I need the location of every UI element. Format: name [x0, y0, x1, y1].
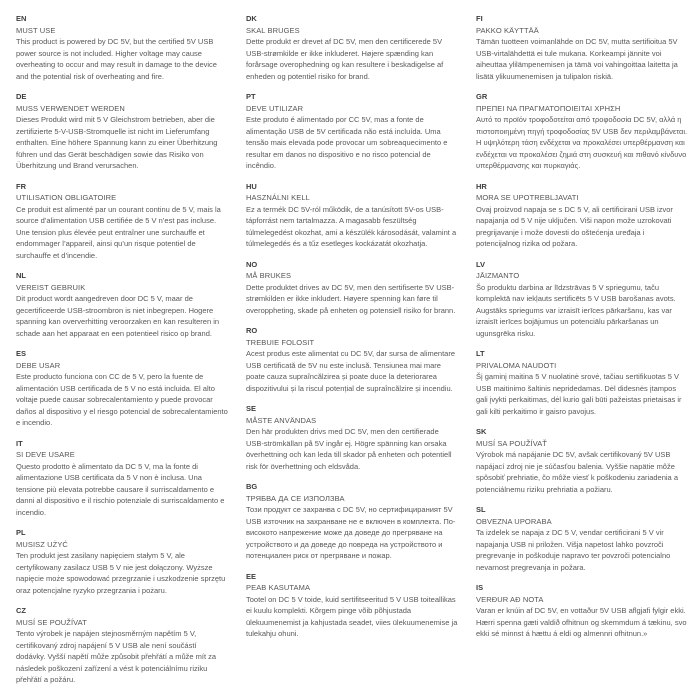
- language-code: PT: [246, 92, 256, 101]
- section-body: Acest produs este alimentat cu DC 5V, dar sursa de alimentare USB certificată de 5V nu este inclusă. Tensiunea mai mare poate cauza supraîncălzirea și poate duce la deteriorarea dispozitivului și la riscul potențial de supraîncălzire și incendiu.: [246, 349, 455, 393]
- language-section: [246, 181, 458, 250]
- section-body: Este produto é alimentado por CC 5V, mas a fonte de alimentação USB de 5V certificada não está incluída. Uma tensão mais elevada pode provocar um sobreaquecimento e resultar em danos no dispositivo e no risco potencial de incêndio.: [246, 115, 448, 170]
- language-code: CZ: [16, 606, 26, 615]
- language-section: [476, 91, 688, 172]
- section-body: Den här produkten drivs med DC 5V, men den certifierade USB-strömkällan på 5V ingår ej. Högre spänning kan orsaka överhettning och kan leda till skador på enheten och potentiell risk för överhettning och eldsvåda.: [246, 427, 452, 471]
- section-title: SKAL BRUGES: [246, 25, 300, 35]
- language-code: ES: [16, 349, 27, 358]
- language-code: HR: [476, 181, 487, 191]
- language-code: FI: [476, 14, 483, 23]
- language-code: GR: [476, 92, 488, 101]
- language-section: [476, 181, 688, 250]
- language-section: [476, 504, 688, 573]
- language-code: LV: [476, 259, 486, 269]
- section-body: Αυτό το προϊόν τροφοδοτείται από τροφοδοσία DC 5V, αλλά η πιστοποιημένη πηγή τροφοδοσίας 5V USB δεν περιλαμβάνεται. Η υψηλότερη τάση ενδέχεται να προκαλέσει υπερθέρμανση και ενδέχεται να προκαλέσει ζημιά στη συσκευή και πιθανό κίνδυνο υπερθέρμανσης και πυρκαγιάς.: [476, 115, 688, 170]
- section-title: MUSÍ SA POUŽÍVAŤ: [476, 438, 548, 448]
- language-code: PL: [16, 528, 26, 537]
- section-title: ТРЯБВА ДА СЕ ИЗПОЛЗВА: [246, 493, 345, 503]
- section-body: Questo prodotto è alimentato da DC 5 V, ma la fonte di alimentazione USB certificata da 5 V non è inclusa. Una tensione più elevata potrebbe causare il surriscaldamento e danni al dispositivo e il rischio potenziale di surriscaldamento e incendio.: [16, 461, 225, 517]
- section-title: DEBE USAR: [16, 360, 61, 370]
- language-code: NL: [16, 271, 26, 280]
- language-code: DK: [246, 14, 257, 23]
- language-section: [246, 13, 458, 82]
- section-title: MÅSTE ANVÄNDAS: [246, 415, 317, 425]
- language-section: [246, 403, 458, 472]
- language-section: [16, 13, 228, 82]
- section-title: VEREIST GEBRUIK: [16, 282, 86, 292]
- language-section: [476, 426, 688, 495]
- language-code: EE: [246, 571, 257, 581]
- section-body: Ez a termék DC 5V-ról működik, de a tanúsított 5V-os USB-tápforrást nem tartalmazza. A magasabb feszültség túlmelegedést okozhat, ami a készülék károsodását, valamint a túlmelegedés és a tűz esetleges kockázatát okozhatja.: [246, 204, 457, 248]
- language-section: [246, 259, 458, 317]
- language-section: [16, 270, 228, 339]
- section-title: SI DEVE USARE: [16, 450, 75, 459]
- language-code: RO: [246, 326, 258, 335]
- section-body: Dieses Produkt wird mit 5 V Gleichstrom betrieben, aber die zertifizierte 5-V-USB-Stromquelle ist nicht im Lieferumfang enthalten. Eine höhere Spannung kann zu einer Überhitzung führen und das Gerät beschädigen sowie das Risiko von Überhitzung und Brand verursachen.: [16, 115, 218, 170]
- section-title: MORA SE UPOTREBLJAVATI: [476, 193, 579, 202]
- section-body: Ten produkt jest zasilany napięciem stałym 5 V, ale certyfikowany zasilacz USB 5 V nie jest dołączony. Wyższe napięcie może spowodować przegrzanie i uszkodzenie sprzętu oraz potencjalne ryzyko przegrzania i pożaru.: [16, 551, 226, 595]
- section-title: HASZNÁLNI KELL: [246, 193, 310, 202]
- language-section: [246, 571, 458, 640]
- section-body: Tämän tuotteen voimanlähde on DC 5V, mutta sertifioitua 5V USB-virtalähdettä ei tule mukana. Korkeampi jännite voi aiheuttaa ylilämpenemisen ja tämä voi vahingoittaa laitetta ja lisätä ylikuumenemisen ja tulipalon riskiä.: [476, 37, 678, 81]
- section-title: MUSÍ SE POUŽÍVAT: [16, 617, 87, 627]
- section-title: VERÐUR AÐ NOTA: [476, 594, 544, 604]
- language-section: [16, 348, 228, 429]
- section-title: ΠΡΕΠΕΙ ΝΑ ΠΡΑΓΜΑΤΟΠΟΙΕΙΤΑΙ ΧΡΗΣΗ: [476, 103, 621, 113]
- column-3: [476, 13, 688, 700]
- language-code: EN: [16, 14, 27, 23]
- language-code: NO: [246, 259, 258, 269]
- language-code: LT: [476, 349, 485, 358]
- section-title: TREBUIE FOLOSIT: [246, 337, 315, 347]
- language-code: SL: [476, 505, 486, 514]
- language-section: [476, 13, 688, 82]
- language-code: SE: [246, 404, 257, 413]
- section-title: MUST USE: [16, 25, 56, 35]
- section-body: This product is powered by DC 5V, but the certified 5V USB power source is not included. Higher voltage may cause overheating to occur and may result in damage to the device and the potential risk of overheating and fire.: [16, 37, 217, 81]
- section-title: JĀIZMANTO: [476, 271, 520, 280]
- section-title: PEAB KASUTAMA: [246, 583, 311, 592]
- language-code: SK: [476, 427, 487, 436]
- language-section: [476, 348, 688, 417]
- language-section: [246, 91, 458, 172]
- section-body: Този продукт се захранва с DC 5V, но сертифицираният 5V USB източник на захранване не е включен в комплекта. По-високото напрежение може да доведе до прегряване на устройството и да доведе до повреда на устройството и потенциален риск от прегряване и пожар.: [246, 505, 456, 560]
- section-body: Výrobok má napájanie DC 5V, avšak certifikovaný 5V USB napájací zdroj nie je súčasťou balenia. Vyššie napätie môže spôsobiť prehriatie, čo môže viesť k poškodeniu zariadenia a potenciálnemu riziku prehriatia a požiaru.: [476, 450, 678, 494]
- section-body: Šo produktu darbina ar līdzstrāvas 5 V spriegumu, taču komplektā nav iekļauts sertificēts 5 V USB barošanas avots. Augstāks spriegums var izraisīt ierīces pārkaršanu, kas var izraisīt ierīces bojājumus un potenciālu pārkaršanas un ugunsgrēka risku.: [476, 282, 676, 338]
- section-title: MUSISZ UŻYĆ: [16, 539, 68, 549]
- language-code: DE: [16, 92, 27, 101]
- section-body: Ce produit est alimenté par un courant continu de 5 V, mais la source d’alimentation USB certifiée de 5 V n’est pas incluse. Une tension plus élevée peut entraîner une surchauffe et endommager l’appareil, ainsi qu’un risque potentiel de surchauffe et d’incendie.: [16, 204, 221, 260]
- language-section: [246, 481, 458, 562]
- language-code: IS: [476, 583, 484, 592]
- language-section: [246, 325, 458, 394]
- language-section: [16, 181, 228, 262]
- section-title: OBVEZNA UPORABA: [476, 516, 552, 526]
- section-body: Este producto funciona con CC de 5 V, pero la fuente de alimentación USB certificada de 5 V no está incluida. El alto voltaje puede causar sobrecalentamiento y puede provocar daños al dispositivo y el riesgo potencial de sobrecalentamiento e incendio.: [16, 372, 228, 427]
- section-body: Ovaj proizvod napaja se s DC 5 V, ali certificirani USB izvor napajanja od 5 V nije uključen. Viši napon može uzrokovati pregrijavanje i može dovesti do oštećenja uređaja i potencijalnog rizika od požara.: [476, 204, 673, 248]
- language-section: [16, 91, 228, 172]
- column-1: [16, 13, 228, 700]
- section-title: DEVE UTILIZAR: [246, 103, 304, 113]
- section-body: Dit product wordt aangedreven door DC 5 V, maar de gecertificeerde USB-stroombron is niet inbegrepen. Hogere spanning kan oververhitting veroorzaken en kan resulteren in schade aan het apparaat en een potentieel risico op brand.: [16, 294, 220, 338]
- section-body: Šį gaminį maitina 5 V nuolatinė srovė, tačiau sertifikuotas 5 V USB maitinimo šaltinis nepridedamas. Dėl didesnės įtampos gali įvykti perkaitimas, dėl kurio gali būti pažeistas prietaisas ir gali kilti perkaitimo ir gaisro pavojus.: [476, 372, 682, 416]
- language-code: HU: [246, 181, 257, 191]
- section-body: Dette produktet drives av DC 5V, men den sertifiserte 5V USB-strømkilden er ikke inkludert. Høyere spenning kan føre til overoppheting, skade på enheten og potensiell risiko for brann.: [246, 282, 456, 315]
- section-body: Dette produkt er drevet af DC 5V, men den certificerede 5V USB-strømkilde er ikke inkluderet. Højere spænding kan forårsage overophedning og kan resultere i beskadigelse af enheden og potentiel risiko for brand.: [246, 37, 444, 81]
- section-body: Ta izdelek se napaja z DC 5 V, vendar certificirani 5 V vir napajanja USB ni priložen. Višja napetost lahko povzroči pregrevanje in poškoduje napravo ter povzroči potencialno nevarnost pregrevanja in požara.: [476, 528, 671, 572]
- section-title: MUSS VERWENDET WERDEN: [16, 103, 125, 113]
- language-code: BG: [246, 482, 258, 491]
- section-title: PRIVALOMA NAUDOTI: [476, 360, 557, 370]
- section-title: MÅ BRUKES: [246, 271, 292, 280]
- column-2: [246, 13, 458, 700]
- language-section: [476, 582, 688, 640]
- language-section: [476, 259, 688, 340]
- section-title: UTILISATION OBLIGATOIRE: [16, 193, 117, 202]
- language-section: [16, 605, 228, 686]
- language-code: FR: [16, 181, 26, 191]
- section-body: Tento výrobek je napájen stejnosměrným napětím 5 V, certifikovaný zdroj napájení 5 V USB ale není součástí dodávky. Vyšší napětí může způsobit přehřátí a může mít za následek poškození zařízení a vést k potenciálnímu riziku přehřátí a požáru.: [16, 629, 217, 684]
- section-title: PAKKO KÄYTTÄÄ: [476, 25, 539, 35]
- language-section: [16, 438, 228, 519]
- language-section: [16, 527, 228, 596]
- language-code: IT: [16, 438, 23, 448]
- section-body: Tootel on DC 5 V toide, kuid sertifitseeritud 5 V USB toiteallikas ei kuulu komplekti. Kõrgem pinge võib põhjustada ülekuumenemist ja kahjustada seadet, viies ülekuumenemise ja tulekahju ohuni.: [246, 594, 458, 638]
- section-body: Varan er knúin af DC 5V, en vottaður 5V USB aflgjafi fylgir ekki. Hærri spenna gæti valdið ofhitnun og skemmdum á tækinu, svo ekki sé minnst á hættu á eldi og almennri ofhitnun.»: [476, 606, 687, 638]
